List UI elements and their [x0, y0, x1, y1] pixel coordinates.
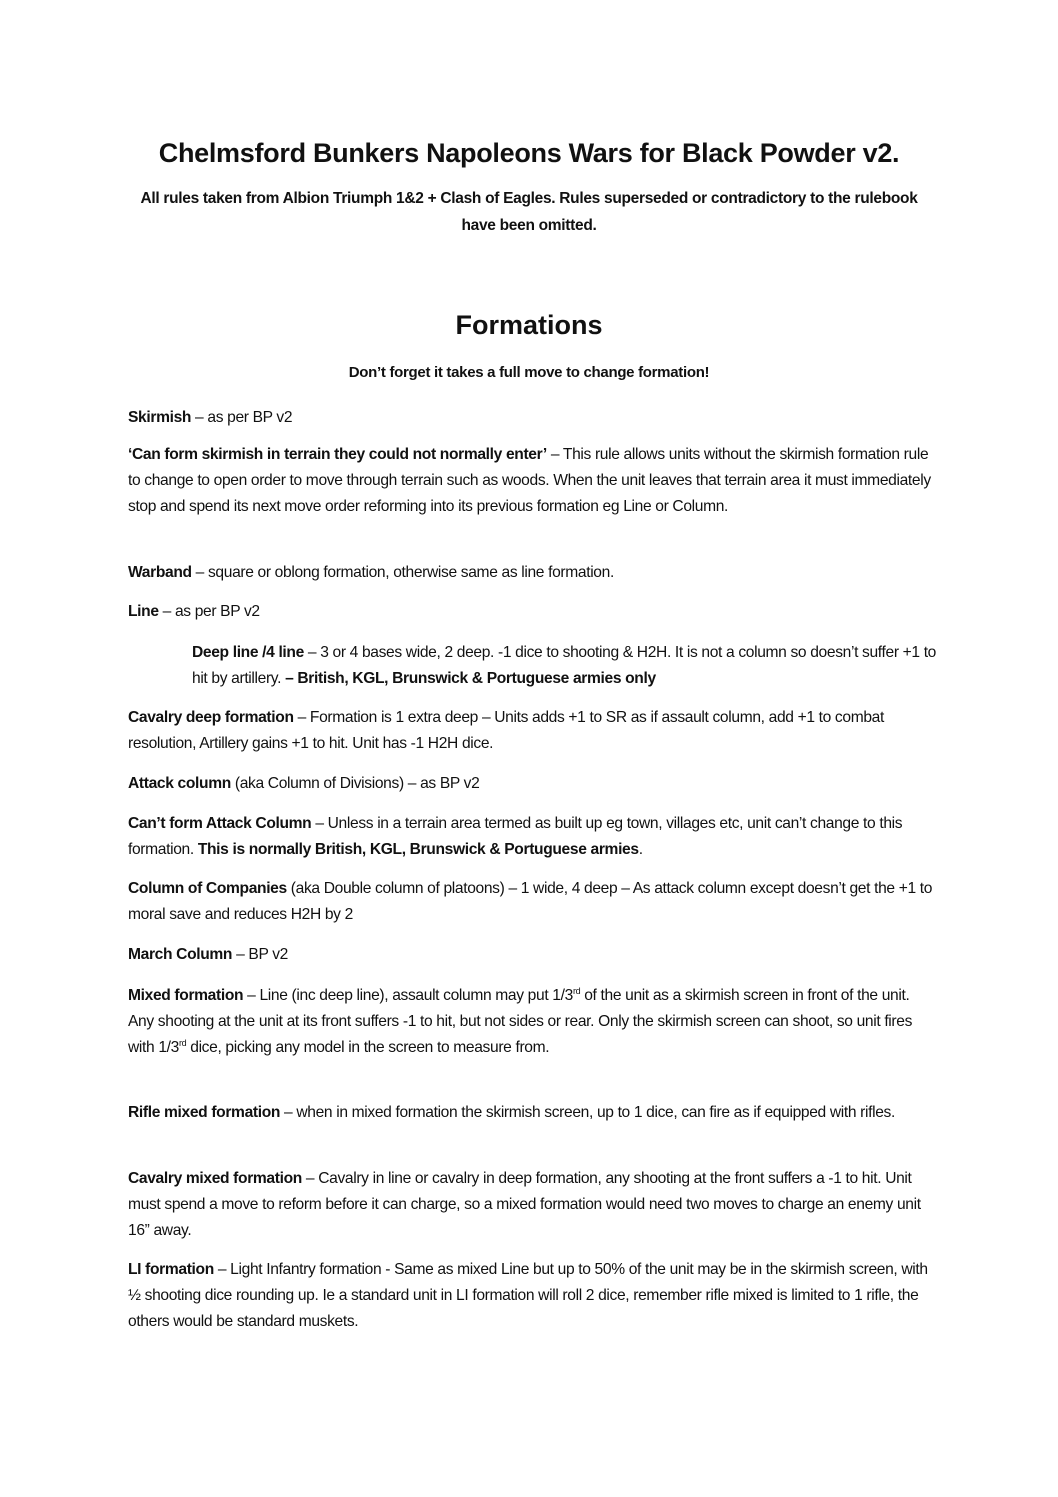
- rule-text: – as per BP v2: [191, 409, 293, 426]
- rule-rifle-mixed: [128, 1100, 934, 1126]
- formation-change-note: Don’t forget it takes a full move to change formation!: [348, 364, 710, 381]
- rule-text: – Cavalry in line or cavalry in deep formation, any shooting at the front suffers a -1 to hit. Unit must spend a move to reform before it can charge, so a mixed formation would need two moves to charge an enemy unit 16” away.: [128, 1170, 921, 1239]
- rule-term: ‘Can form skirmish in terrain they could not normally enter’: [128, 446, 547, 463]
- rule-text: – when in mixed formation the skirmish screen, up to 1 dice, can fire as if equipped with rifles.: [280, 1104, 895, 1121]
- rule-term: Warband: [128, 564, 192, 581]
- rule-term: March Column: [128, 946, 233, 963]
- rule-text: (aka Column of Divisions) – as BP v2: [230, 775, 480, 792]
- rule-attack-column: [128, 771, 934, 797]
- rule-term: Rifle mixed formation: [128, 1104, 281, 1121]
- rule-text: of the unit as a skirmish screen in front of the unit. Any shooting at the unit at its front suffers -1 to hit, but not sides or rear. Only the skirmish screen can shoot, so unit fires with 1/3: [128, 987, 913, 1056]
- rule-text: – 3 or 4 bases wide, 2 deep. -1 dice to shooting & H2H. It is not a column so doesn’t suffer +1 to hit by artillery.: [192, 644, 937, 687]
- rule-term: Can’t form Attack Column: [128, 815, 312, 832]
- rule-march-column: [128, 942, 934, 968]
- rule-text: – Line (inc deep line), assault column may put 1/3: [243, 987, 573, 1004]
- rule-text: – Formation is 1 extra deep – Units adds +1 to SR as if assault column, add +1 to combat resolution, Artillery gains +1 to hit. Unit has -1 H2H dice.: [128, 709, 884, 752]
- rule-text-end: .: [638, 841, 643, 858]
- rule-term: Attack column: [128, 775, 231, 792]
- ordinal-suffix: rd: [178, 1037, 187, 1048]
- rule-term: Skirmish: [128, 409, 192, 426]
- rule-term: LI formation: [128, 1261, 214, 1278]
- ordinal-suffix: rd: [572, 985, 581, 996]
- rule-term: Column of Companies: [128, 880, 287, 897]
- rule-cavalry-mixed: [128, 1166, 934, 1244]
- rule-skirmish: [128, 405, 934, 431]
- rule-text: – BP v2: [232, 946, 288, 963]
- rule-text: – square or oblong formation, otherwise same as line formation.: [191, 564, 614, 581]
- rule-text: – as per BP v2: [158, 603, 260, 620]
- rule-text: – Unless in a terrain area termed as built up eg town, villages etc, unit can’t change to this formation.: [128, 815, 903, 858]
- rule-cant-form-attack-column: [128, 811, 934, 863]
- rule-terrain-skirmish: [128, 442, 934, 520]
- rule-mixed-formation: [128, 983, 934, 1061]
- section-heading: Formations: [455, 310, 603, 340]
- document-subtitle: All rules taken from Albion Triumph 1&2 + Clash of Eagles. Rules superseded or contradictory to the rulebook have been omitted.: [140, 190, 918, 234]
- rule-li-formation: [128, 1257, 934, 1335]
- rule-column-of-companies: [128, 876, 934, 928]
- rule-text: (aka Double column of platoons) – 1 wide, 4 deep – As attack column except doesn’t get the +1 to moral save and reduces H2H by 2: [128, 880, 933, 923]
- rule-text: dice, picking any model in the screen to measure from.: [186, 1039, 550, 1056]
- document-title: Chelmsford Bunkers Napoleons Wars for Black Powder v2.: [158, 138, 900, 168]
- rule-cavalry-deep: [128, 705, 934, 757]
- rule-line: [128, 599, 934, 625]
- rule-term: Cavalry deep formation: [128, 709, 294, 726]
- rule-text: – This rule allows units without the skirmish formation rule to change to open order to move through terrain such as woods. When the unit leaves that terrain area it must immediately stop and spend its next move order reforming into its previous formation eg Line or Column.: [128, 446, 931, 515]
- rule-term: Deep line /4 line: [192, 644, 304, 661]
- rule-term: Mixed formation: [128, 987, 244, 1004]
- rule-warband: [128, 560, 934, 586]
- rule-emphasis: – British, KGL, Brunswick & Portuguese armies only: [285, 670, 656, 687]
- rule-text: – Light Infantry formation - Same as mixed Line but up to 50% of the unit may be in the skirmish screen, with ½ shooting dice rounding up. Ie a standard unit in LI formation will roll 2 dice, remember rifle mixed is limited to 1 rifle, the others would be standard muskets.: [128, 1261, 928, 1330]
- rule-term: Line: [128, 603, 159, 620]
- rule-term: Cavalry mixed formation: [128, 1170, 302, 1187]
- rule-emphasis: This is normally British, KGL, Brunswick & Portuguese armies: [197, 841, 639, 858]
- rule-deep-line: [192, 640, 937, 692]
